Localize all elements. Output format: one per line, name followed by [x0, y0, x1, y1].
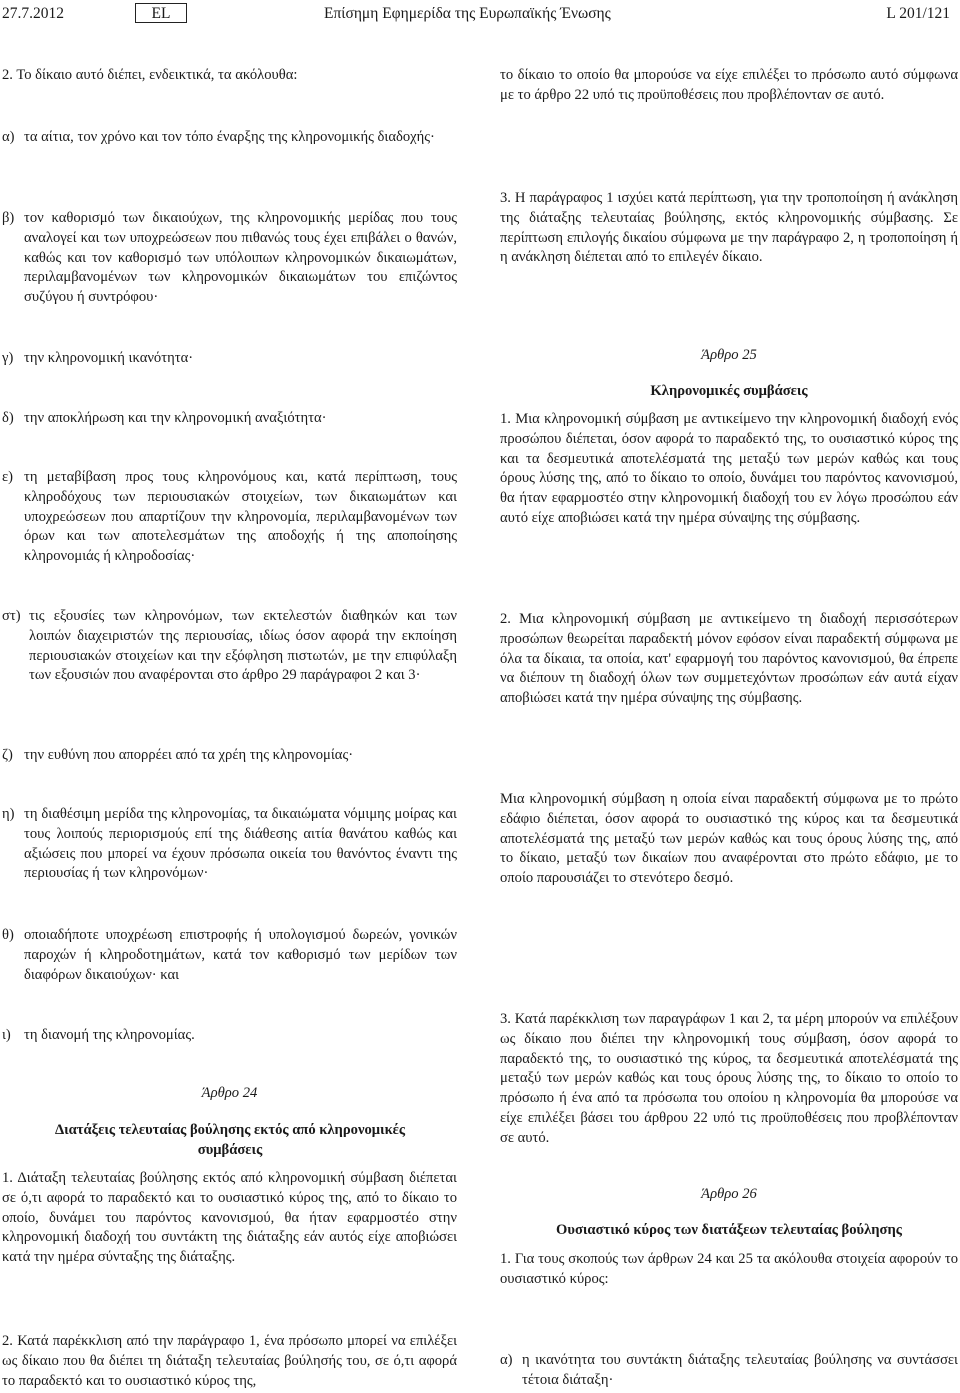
list-item-st	[2, 607, 457, 686]
article-25-number: Άρθρο 25	[701, 347, 757, 363]
article-24-number: Άρθρο 24	[201, 1085, 258, 1101]
list-text: οποιαδήποτε υποχρέωση επιστροφής ή υπολογισμού δωρεών, γονικών παροχών ή κληροδοτημάτων, κατά τον καθορισμό των μερίδων των διαφόρων δικαιούχων· και	[24, 927, 457, 983]
list-label: θ)	[2, 927, 14, 943]
list-label: ζ)	[2, 747, 13, 763]
article-25-paragraph-2: 2. Μια κληρονομική σύμβαση με αντικείμενο τη διαδοχή περισσότερων προσώπων θεωρείται παραδεκτή μόνον εφόσον είναι παραδεκτή σύμφωνα με όλα τα δίκαια, τα οποία, κατ' εφαρμογή του παρόντος κανονισμού, θα έπρεπε να διέπουν τη διαδοχή όλων των συμμετεχόντων προσώπων εάν αυτά είχαν αποβιώσει κατά την ημέρα σύναψης της σύμβασης.	[500, 611, 958, 707]
article-25-title: Κληρονομικές συμβάσεις	[650, 383, 808, 399]
article-26-title: Ουσιαστικό κύρος των διατάξεων τελευταίας βούλησης	[556, 1222, 902, 1238]
list-text: τον καθορισμό των δικαιούχων, της κληρονομικής μερίδας που τους αναλογεί και των υποχρεώσεων που πιθανώς τους έχει επιβάλει ο θανών, καθώς και τον καθορισμό των υπόλοιπων κληρονομικών δικαιωμάτων, περιλαμβανομένων των κληρονομικών δικαιωμάτων του επιζώντος συζύγου ή συντρόφου·	[24, 210, 457, 306]
list-label: δ)	[2, 410, 14, 426]
list-text: τη διανομή της κληρονομίας.	[24, 1027, 195, 1043]
article-24-continuation: το δίκαιο το οποίο θα μπορούσε να είχε επιλέξει το πρόσωπο αυτό σύμφωνα με το άρθρο 22 υπό τις προϋποθέσεις που προβλέπονταν σε αυτό.	[500, 67, 958, 103]
article-24-paragraph-1: 1. Διάταξη τελευταίας βούλησης εκτός από κληρονομική σύμβαση διέπεται σε ό,τι αφορά το παραδεκτό και το ουσιαστικό κύρος της, από το δίκαιο το οποίο, δυνάμει του παρόντος κανονισμού, θα ήταν εφαρμοστέο στην κληρονομική διαδοχή του συντάκτη της διάταξης εάν αυτός είχε αποβιώσει κατά την ημέρα σύνταξης της διάταξης.	[2, 1170, 457, 1266]
list-item-c	[2, 349, 457, 369]
article-24-paragraph-2: 2. Κατά παρέκκλιση από την παράγραφο 1, ένα πρόσωπο μπορεί να επιλέξει ως δίκαιο που θα διέπει τη διάταξη τελευταίας βούλησής του, σε ό,τι αφορά το παραδεκτό και το ουσιαστικό κύρος της,	[2, 1333, 457, 1389]
article-24-paragraph-3: 3. Η παράγραφος 1 ισχύει κατά περίπτωση, για την τροποποίηση ή ανάκληση της διάταξης τελευταίας βούλησης, εκτός κληρονομικής σύμβασης. Σε περίπτωση επιλογής δικαίου σύμφωνα με την παράγραφο 2, η τροποποίηση ή η ανάκληση διέπεται από το επιλεγέν δίκαιο.	[500, 190, 958, 266]
list-text: την αποκλήρωση και την κληρονομική αναξιότητα·	[24, 410, 327, 426]
list-item-th	[2, 926, 457, 985]
list-label: η)	[2, 806, 15, 822]
list-text: τις εξουσίες των κληρονόμων, των εκτελεστών διαθηκών και των λοιπών διαχειριστών της περιουσίας, ιδίως όσον αφορά την εκποίηση περιουσιακών στοιχείων και την εξόφληση πιστωτών, με την επιφύλαξη των εξουσιών που αναφέρονται στο άρθρο 29 παράγραφοι 2 και 3·	[29, 608, 457, 684]
journal-title: Επίσημη Εφημερίδα της Ευρωπαϊκής Ένωσης	[324, 5, 611, 22]
article-26-item-a	[500, 1351, 958, 1391]
list-text: η ικανότητα του συντάκτη διάταξης τελευταίας βούλησης να συντάσσει τέτοια διάταξη·	[522, 1352, 958, 1388]
list-text: την κληρονομική ικανότητα·	[24, 350, 194, 366]
list-label: β)	[2, 210, 15, 226]
list-label: ε)	[2, 469, 13, 485]
article-25-paragraph-1: 1. Μια κληρονομική σύμβαση με αντικείμενο την κληρονομική διαδοχή ενός προσώπου διέπεται, όσον αφορά το παραδεκτό της, το ουσιαστικό κύρος της και τα δεσμευτικά αποτελέσματά της μεταξύ των μερών καθώς και τους όρους λύσης της, από το δίκαιο το οποίο, δυνάμει του παρόντος κανονισμού, θα ήταν εφαρμοστέο στην κληρονομική διαδοχή του εν λόγω προσώπου εάν αυτό είχε αποβιώσει κατά την ημέρα σύναψης της σύμβασης.	[500, 411, 958, 526]
paragraph-2: 2. Το δίκαιο αυτό διέπει, ενδεικτικά, τα ακόλουθα:	[2, 67, 298, 83]
list-label: α)	[2, 129, 15, 145]
list-text: τη μεταβίβαση προς τους κληρονόμους και, κατά περίπτωση, τους κληροδόχους των περιουσιακών στοιχείων, των δικαιωμάτων και υποχρεώσεων που απαρτίζουν την κληρονομία, περιλαμβανομένων των όρων και των αποτελεσμάτων της αποδοχής ή της αποποίησης κληρονομιάς ή κληροδοσίας·	[24, 469, 457, 565]
list-item-e	[2, 468, 457, 567]
language-box: EL	[135, 3, 187, 23]
list-item-io	[2, 1026, 457, 1046]
article-26-paragraph-1: 1. Για τους σκοπούς των άρθρων 24 και 25 τα ακόλουθα στοιχεία αφορούν το ουσιαστικό κύρος:	[500, 1251, 958, 1287]
list-label: στ)	[2, 608, 21, 624]
list-text: την ευθύνη που απορρέει από τα χρέη της κληρονομίας·	[24, 747, 354, 763]
list-item-b	[2, 209, 457, 308]
list-item-i	[2, 805, 457, 884]
list-item-z	[2, 746, 457, 766]
list-label: γ)	[2, 350, 14, 366]
list-text: τα αίτια, τον χρόνο και τον τόπο έναρξης της κληρονομικής διαδοχής·	[24, 129, 435, 145]
article-26-number: Άρθρο 26	[701, 1186, 757, 1202]
article-24-title: Διατάξεις τελευταίας βούλησης εκτός από κληρονομικές συμβάσεις	[54, 1122, 406, 1158]
page-number: L 201/121	[886, 5, 950, 22]
list-item-a	[2, 128, 457, 148]
list-label: α)	[500, 1352, 513, 1368]
list-label: ι)	[2, 1027, 11, 1043]
list-item-d	[2, 409, 457, 429]
list-text: τη διαθέσιμη μερίδα της κληρονομίας, τα δικαιώματα νόμιμης μοίρας και τους λοιπούς περιορισμούς επί της διάθεσης αιτία θανάτου καθώς και αξιώσεις που μπορεί να έχουν πρόσωπα οικεία του θανόντος έναντι της περιουσίας ή των κληρονόμων·	[24, 806, 457, 882]
article-25-paragraph-3: 3. Κατά παρέκκλιση των παραγράφων 1 και 2, τα μέρη μπορούν να επιλέξουν ως δίκαιο που διέπει την κληρονομική τους σύμβαση, όσον αφορά το παραδεκτό της, το ουσιαστικό της κύρος, τα δεσμευτικά αποτελέσματά της μεταξύ των μερών καθώς και τους όρους λύσης της, το δίκαιο το οποίο το πρόσωπο ή ένα από τα πρόσωπα του οποίου η κληρονομία θα μπορούσε να είχε επιλέξει βάσει του άρθρου 22 υπό τις προϋποθέσεις που προβλέπονταν σε αυτό.	[500, 1011, 958, 1146]
article-25-paragraph-2-second: Μια κληρονομική σύμβαση η οποία είναι παραδεκτή σύμφωνα με το πρώτο εδάφιο διέπεται, όσον αφορά το ουσιαστικό της κύρος και τα δεσμευτικά αποτελέσματά της μεταξύ των μερών καθώς και τους όρους λύσης της, από το δίκαιο, μεταξύ των δικαίων που αναφέρονται στο πρώτο εδάφιο, με το οποίο παρουσιάζει το στενότερο δεσμό.	[500, 791, 958, 887]
header-date: 27.7.2012	[2, 5, 64, 22]
